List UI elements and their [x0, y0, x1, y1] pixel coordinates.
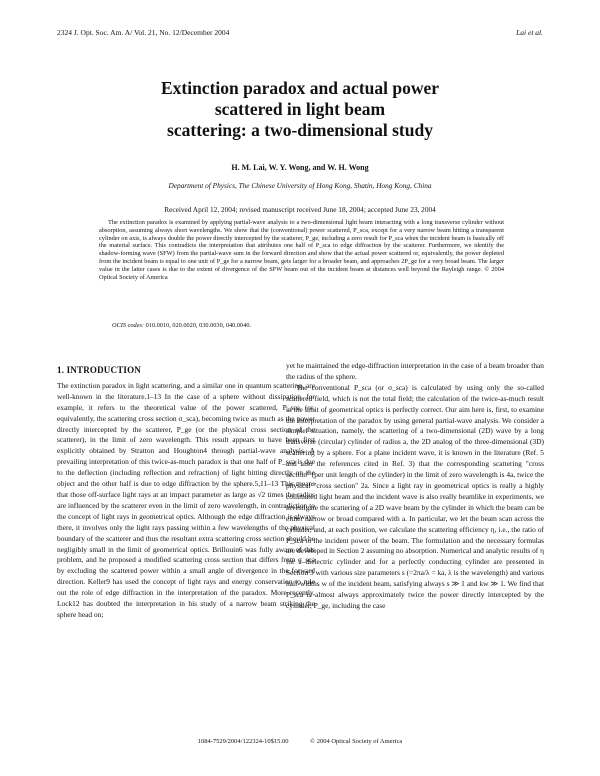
page-footer	[0, 738, 600, 745]
author-list: H. M. Lai, W. Y. Wong, and W. H. Wong	[231, 163, 369, 172]
right-column	[286, 361, 544, 612]
title-line-3: scattering: a two-dimensional study	[167, 120, 433, 140]
intro-paragraph-1: The extinction paradox in light scattering, and a similar one in quantum scattering, are well-known in the literature.1–13 In the case of a sphere without dissipation, for example, it refers to the theoretical value of the power scattered, P_sca (or, equivalently, the scattering cross section σ_sca), becoming twice as much as the power directly intercepted by the scatterer, P_ge (or the physical cross section of the scatterer), in the limit of zero wavelength. This result appears to have been first explicitly obtained by Stratton and Houghton4 through partial-wave analysis. A prevailing interpretation of this twice-as-much paradox is that one half of P_sca is due to the deflection (including reflection and refraction) of light hitting directly on the object and the other half is due to edge diffraction by the sphere.5,11–13 This means that those off-surface light rays at an impact parameter as large as √2 times the radius are influenced by the scatterer even in the limit of zero wavelength, in contradiction to the concept of light rays in geometrical optics. Although the edge diffraction is always there, it involves only the light rays passing within a few wavelengths of the physical boundary of the scatterer and thus the resultant extra scattering cross section should be negligibly small in the limit of geometrical optics. Brillouin6 was fully aware of this problem, and he proposed a modified scattering cross section that differs from σ_sca by excluding the scattered power within a small angle of divergence in the forward direction. Keller9 has used the concept of light rays and energy conservation to rule out the role of edge diffraction in the interpretation of the paradox. More recently, Lock12 has doubted the interpretation in his study of a narrow beam striking the sphere head on;	[57, 380, 315, 619]
ocis-label: OCIS codes:	[112, 322, 145, 329]
received-dates: Received April 12, 2004; revised manuscript received June 18, 2004; accepted June 23, 2004	[164, 205, 436, 214]
left-column	[57, 365, 315, 621]
ocis-values: 010.0010, 020.0020, 030.0030, 040.0040.	[145, 322, 252, 329]
footer-code: 1084-7529/2004/122324-10$15.00	[197, 738, 289, 745]
section-heading: 1. INTRODUCTION	[57, 365, 142, 375]
ocis-codes	[112, 322, 251, 329]
title-line-2: scattered in light beam	[214, 99, 386, 119]
title-line-1: Extinction paradox and actual power	[160, 78, 440, 98]
intro-paragraph-2: The conventional P_sca (or σ_sca) is calculated by using only the so-called scattered field, which is not the total field; the calculation of the twice-as-much result in the limit of geometrical optics is perfectly correct. Our aim here is, first, to examine the interpretation of the paradox by using general partial-wave analysis. We consider a simpler situation, namely, the scattering of a two-dimensional (2D) wave by a long transverse (circular) cylinder of radius a, the 2D analog of the three-dimensional (3D) scattering by a sphere. For a plane incident wave, it is known in the literature (Ref. 5 and also the references cited in Ref. 3) that the corresponding scattering "cross section" (per unit length of the cylinder) in the limit of zero wavelength is 4a, twice the physical "cross section" 2a. Since a light ray in geometrical optics is really a highly collimated light beam and the incident wave is also really beamlike in experiments, we investigate the scattering of a 2D wave beam by the cylinder in which the beam can be either narrow or broad compared with a. In particular, we let the beam scan across the cylinder, and, at each position, we calculate the scattering efficiency η, i.e., the ratio of P_sca to the incident power of the beam. The formulation and the necessary formulas are developed in Section 2 assuming no absorption. Numerical and analytic results of η for a dielectric cylinder and for a perfectly conducting cylinder are presented in Section 3 with various size parameters s (=2πa/λ = ka, λ is the wavelength) and various half-widths w of the incident beam, satisfying always s ≫ 1 and kw ≫ 1. We find that P_sca is almost always approximately twice the power directly intercepted by the cylinder, P_ge, including the case	[286, 382, 544, 610]
abstract-text: The extinction paradox is examined by applying partial-wave analysis to a two-dimensional light beam interacting with a long transverse cylinder without absorption, assuming always short wavelengths. We show that the (conventional) power scattered, P_sca, except for a very narrow beam hitting a transparent cylinder on axis, is always double the power directly intercepted by the scatterer, P_ge, including a zero result for P_sca when the incident beam is basically off the material surface. This contradicts the interpretation that attributes one half of P_sca to edge diffraction by the scatterer. Furthermore, we identify the shadow-forming wave (SFW) from the partial-wave sum in the forward direction and show that the actual power scattered or, equivalently, the power depleted from the incident beam is equal to one unit of P_ge for a narrow beam, gets larger for a broader beam, and approaches 2P_ge for a very broad beam. The larger value in the latter cases is due to the extent of divergence of the SFW beam out of the incident beam at distances well beyond the Rayleigh range. © 2004 Optical Society of America	[99, 219, 504, 281]
footer-copyright: © 2004 Optical Society of America	[310, 738, 403, 745]
intro-paragraph-1-continued: yet he maintained the edge-diffraction interpretation in the case of a beam broader than the radius of the sphere.	[286, 361, 544, 381]
running-header: 2324 J. Opt. Soc. Am. A/ Vol. 21, No. 12/December 2004	[57, 28, 230, 37]
abstract	[99, 219, 504, 281]
paper-title	[0, 78, 600, 141]
running-header-authors: Lai et al.	[516, 28, 543, 37]
affiliation: Department of Physics, The Chinese University of Hong Kong, Shatin, Hong Kong, China	[168, 181, 432, 190]
